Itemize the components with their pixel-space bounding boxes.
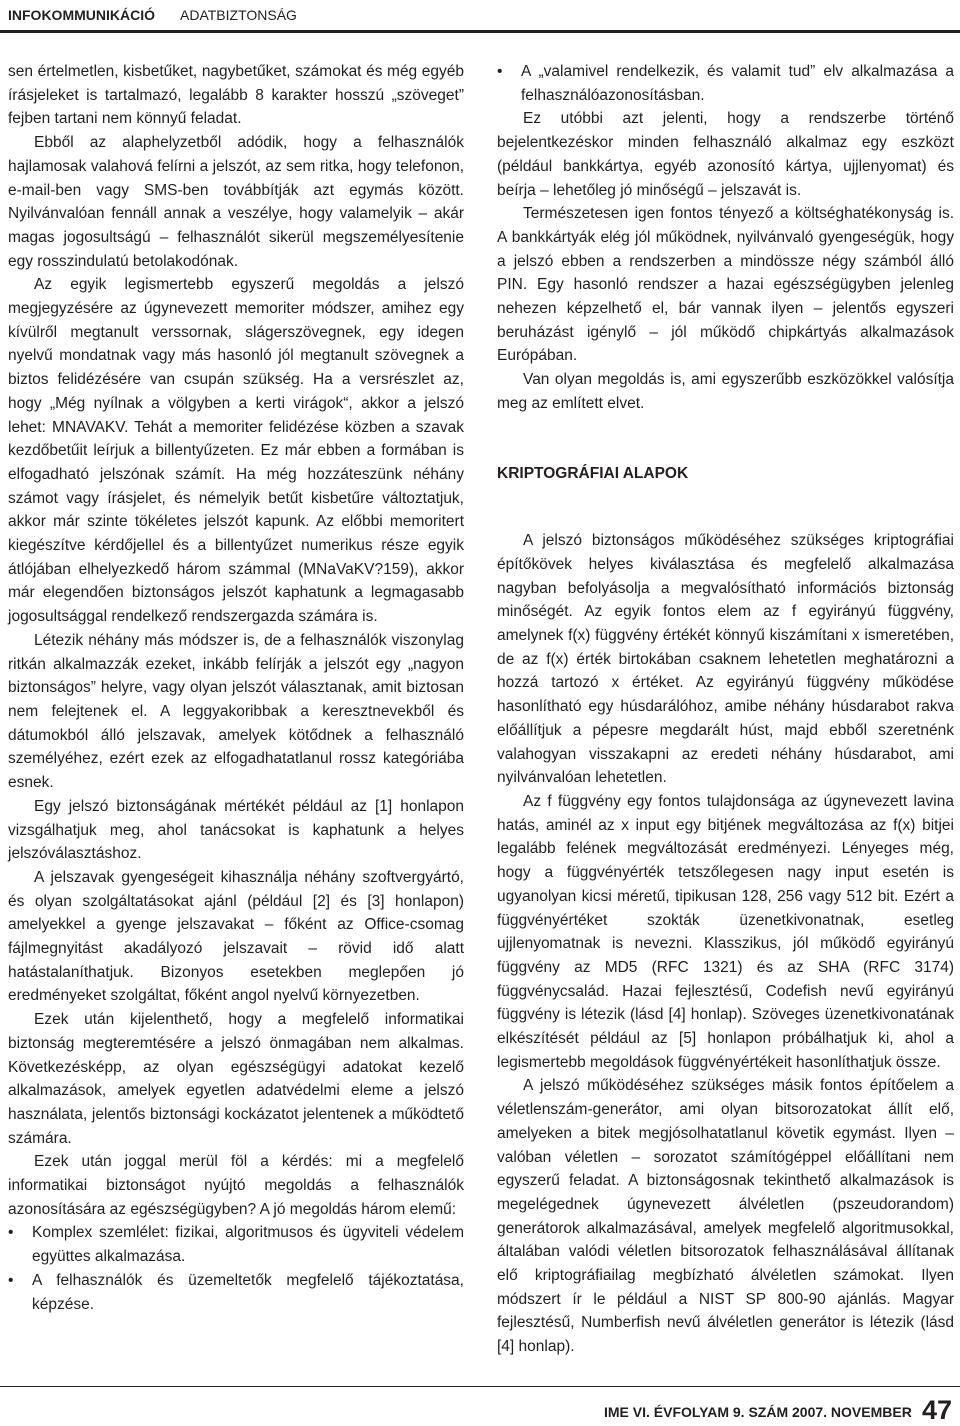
paragraph: Van olyan megoldás is, ami egyszerűbb eszközökkel valósítja meg az említett elvet.	[497, 371, 954, 412]
footer-rule	[0, 1386, 960, 1387]
paragraph: Ez utóbbi azt jelenti, hogy a rendszerbe történő bejelentkezéskor minden felhasználó alkalmaz egy eszközt (például bankkártya, egyéb azonosító kártya, ujjlenyomat) és beírja – lehetőleg jó minőségű – jelszavát is.	[497, 110, 954, 199]
list-item-text: A felhasználók és üzemeltetők megfelelő tájékoztatása, képzése.	[32, 1271, 464, 1313]
page-number: 47	[921, 1395, 952, 1425]
paragraph: Természetesen igen fontos tényező a költséghatékonyság is. A bankkártyák elég jól működnek, nyilvánvaló gyengeségük, hogy a jelszó ebben a rendszerben a mindössze négy számból álló PIN. Egy hasonló rendszer a hazai egészségügyben jelenleg nehezen képzelhető el, bár vannak ilyen – jelentős egyszeri beruházást igénylő – jól működő chipkártyás alkalmazások Európában.	[497, 205, 954, 365]
list-item	[8, 1269, 464, 1316]
header-subsection: ADATBIZTONSÁG	[180, 7, 297, 23]
right-column	[497, 60, 954, 1359]
section-heading: KRIPTOGRÁFIAI ALAPOK	[497, 464, 689, 482]
paragraph: Ebből az alaphelyzetből adódik, hogy a felhasználók hajlamosak valahová felírni a jelszót, az sem ritka, hogy telefonon, e-mail-ben vagy SMS-ben továbbítják azt egymás között. Nyilvánvalóan fennáll annak a veszélye, hogy valamelyik – akár magas jogosultságú – felhasználót sikerül megszemélyesítenie egy rosszindulatú betolakodónak.	[8, 134, 464, 270]
paragraph: Egy jelszó biztonságának mértékét például az [1] honlapon vizsgálhatjuk meg, ahol tanácsokat is kaphatunk a helyes jelszóválasztáshoz.	[8, 797, 464, 863]
left-column	[8, 60, 464, 1316]
paragraph: A jelszavak gyengeségeit kihasználja néhány szoftvergyártó, és olyan szolgáltatásokat ajánl (például [2] és [3] honlapon) amelyekkel a gyenge jelszavakat – főként az Office-csomag fájlmegnyitást akadályozó jelszavait – rövid idő alatt hatástalaníthatjuk. Bizonyos esetekben meglepően jó eredményeket szolgáltat, főként angol nyelvű környezetben.	[8, 868, 464, 1005]
paragraph: sen értelmetlen, kisbetűket, nagybetűket, számokat és még egyéb írásjeleket is tartalmazó, legalább 8 karakter hosszú „szöveget” fejben tartani nem könnyű feladat.	[8, 63, 464, 128]
paragraph: Ezek után kijelenthető, hogy a megfelelő informatikai biztonság megteremtésére a jelszó önmagában nem alkalmas. Következésképp, az olyan egészségügyi adatokat kezelő alkalmazások, amelyek egyetlen adatvédelmi eleme a jelszó használata, jelentős biztonsági kockázatot jelentenek a működtető számára.	[8, 1011, 464, 1147]
list-item	[8, 1221, 464, 1268]
bullet-icon: •	[8, 1224, 14, 1242]
paragraph: Létezik néhány más módszer is, de a felhasználók viszonylag ritkán alkalmazzák ezeket, inkább felírják a jelszót egy „nagyon biztonságos” helyre, vagy olyan jelszót választanak, amit biztosan nem felejtenek el. A leggyakoribbak a keresztnevekből és dátumokból álló jelszavak, amelyek kötődnek a felhasználó személyéhez, ezért ezek az elfogadhatatlanul rossz kategóriába esnek.	[8, 631, 464, 792]
paragraph: A jelszó működéséhez szükséges másik fontos építőelem a véletlenszám-generátor, ami olyan bitsorozatokat állít elő, amelyeken a bitek megjósolhatatlanul követik egymást. Ilyen – valóban véletlen – sorozatot számítógéppel előállítani nem egyszerű feladat. A biztonságosnak tekinthető alkalmazások is megelégednek úgynevezett álvéletlen (pszeudorandom) generátorok alkalmazásával, amelyek megfelelő algoritmusokkal, általában valódi véletlen bitsorozatok felhasználásával állítanak elő kriptográfiailag megbízható álvéletlen számokat. Ilyen módszert ír le például a NIST SP 800-90 ajánlás. Magyar fejlesztésű, Numberfish nevű álvéletlen generátor is létezik (lásd [4] honlap).	[497, 1077, 954, 1356]
page-header	[0, 0, 960, 30]
list-item	[497, 60, 954, 107]
paragraph: Ezek után joggal merül föl a kérdés: mi a megfelelő informatikai biztonságot nyújtó megoldás a felhasználók azonosítására az egészségügyben? A jó megoldás három elemű:	[8, 1153, 464, 1218]
bullet-list	[8, 1221, 464, 1316]
header-rule	[0, 30, 960, 33]
list-item-text: A „valamivel rendelkezik, és valamit tud” elv alkalmazása a felhasználóazonosításban.	[521, 63, 954, 104]
paragraph: Az egyik legismertebb egyszerű megoldás a jelszó megjegyzésére az úgynevezett memoriter módszer, amihez egy kívülről megtanult verssornak, slágerszövegnek, egy idegen nyelvű mondatnak vagy más hasonló jól megtanult szövegnek a biztos felidézésére van csupán szükség. Ha a versrészlet az, hogy „Még nyílnak a völgyben a kerti virágok“, akkor a jelszó lehet: MNAVAKV. Tehát a memoriter felidézése közben a szavak kezdőbetűit leírjuk a billentyűzeten. Ez már ebben a formában is elfogadható jelszónak számít. Ha még hozzáteszünk néhány számot vagy írásjelet, és némelyik betűt kisbetűre változtatjuk, akkor már szinte tökéletes jelszót kapunk. Az előbbi memoritert kiegészítve kérdőjellel és a billentyűzet numerikus része egyik átlójában elhelyezkedő három számmal (MNaVaKV?159), akkor már elegendően biztonságos jelszót kaphatunk a legmagasabb jogosultsággal rendelkező rendszergazda számára is.	[8, 276, 464, 626]
bullet-icon: •	[497, 63, 503, 80]
paragraph: Az f függvény egy fontos tulajdonsága az úgynevezett lavina hatás, aminél az x input egy bitjének megváltozása az f(x) bitjei legalább felének megváltozását eredményezi. Lényeges még, hogy a függvényérték tetszőlegesen nagy input esetén is ugyanolyan kicsi méretű, tipikusan 128, 256 vagy 512 bit. Ezért a függvényértéket szokták üzenetkivonatnak, esetleg ujjlenyomatnak is nevezni. Klasszikus, jól működő egyirányú függvény az MD5 (RFC 1321) és az SHA (RFC 3174) függvénycsalád. Hazai fejlesztésű, Codefish nevű egyirányú függvény is létezik (lásd [4] honlap). Szöveges üzenetkivonatának elkészítését például az [5] honlapon próbálhatjuk ki, ahol a legismertebb megoldások függvényértékeit hasonlíthatjuk össze.	[497, 792, 954, 1071]
header-section: INFOKOMMUNIKÁCIÓ	[8, 7, 155, 23]
bullet-icon: •	[8, 1271, 14, 1289]
bullet-list	[497, 60, 954, 107]
footer-issue: IME VI. ÉVFOLYAM 9. SZÁM 2007. NOVEMBER	[604, 1404, 912, 1420]
paragraph: A jelszó biztonságos működéséhez szükséges kriptográfiai építőkövek helyes kiválasztása és megfelelő alkalmazása nagyban befolyásolja a megvalósítható információs biztonság minőségét. Az egyik fontos elem az f egyirányú függvény, amelynek f(x) függvény értékét könnyű kiszámítani x ismeretében, de az f(x) érték birtokában csaknem lehetetlen meghatározni a hozzá tartozó x értéket. Az egyirányú függvény működése hasonlítható egy húsdarálóhoz, amibe néhány húsdarabot rakva előállítjuk a pépesre megdarált húst, majd ebből szeretnénk valahogyan visszakapni az eredeti néhány húsdarabot, ami nyilvánvalóan lehetetlen.	[497, 532, 954, 787]
list-item-text: Komplex szemlélet: fizikai, algoritmusos és ügyviteli védelem együttes alkalmazása.	[32, 1224, 464, 1266]
